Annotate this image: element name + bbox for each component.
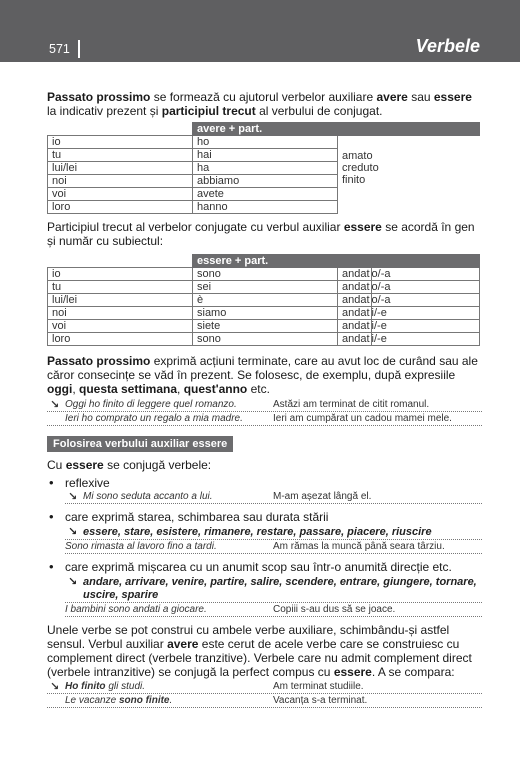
arrow-icon: ↘	[68, 576, 78, 588]
bullet-item: • reflexive	[49, 475, 110, 490]
example-row: Le vacanze sono finite. Vacanța s-a terminat.	[47, 694, 482, 708]
bullet-icon: •	[49, 559, 54, 574]
participle-cell: andat o/-a	[338, 294, 480, 307]
participle-list: amato creduto finito	[338, 149, 480, 188]
arrow-icon: ↘	[50, 399, 60, 411]
arrow-icon: ↘	[68, 491, 78, 503]
usage-paragraph: Passato prossimo exprimă acțiuni terminate, care au avut loc de curând sau ale căror consecințe se văd în prezent. Se folosesc, de exemplu, după expresiile oggi, questa settimana, quest'anno etc.	[47, 354, 478, 396]
pronoun-cell: io	[48, 136, 193, 149]
pronoun-cell: noi	[48, 307, 193, 320]
example-row: I bambini sono andati a giocare. Copiii s-au dus să se joace.	[65, 603, 482, 617]
section-intro: Cu essere se conjugă verbele:	[47, 458, 212, 472]
aux-cell: hai	[193, 149, 338, 162]
agreement-paragraph: Participiul trecut al verbelor conjugate cu verbul auxiliar essere se acordă în gen și număr cu subiectul:	[47, 220, 475, 248]
participle-cell: andat i/-e	[338, 307, 480, 320]
aux-cell: sono	[193, 268, 338, 281]
example-row: Sono rimasta al lavoro fino a tardi. Am rămas la muncă până seara târziu.	[65, 540, 482, 554]
bullet-icon: •	[49, 475, 54, 490]
page-content	[47, 90, 482, 708]
pronoun-cell: lui/lei	[48, 294, 193, 307]
table-header: essere + part.	[193, 255, 480, 268]
avere-conjugation-table	[47, 122, 480, 214]
bullet-icon: •	[49, 509, 54, 524]
example-row: ↘ Mi sono seduta accanto a lui. M-am așezat lângă el.	[65, 490, 482, 504]
pronoun-cell: lui/lei	[48, 162, 193, 175]
example-row: Ieri ho comprato un regalo a mia madre. Ieri am cumpărat un cadou mamei mele.	[47, 412, 482, 426]
aux-cell: ha	[193, 162, 338, 175]
verb-list: ↘ andare, arrivare, venire, partire, salire, scendere, entrare, giungere, tornare, uscire, sparire	[65, 576, 482, 603]
aux-cell: siete	[193, 320, 338, 333]
participle-cell: andat o/-a	[338, 281, 480, 294]
aux-cell: è	[193, 294, 338, 307]
aux-cell: sono	[193, 333, 338, 346]
closing-paragraph: Unele verbe se pot construi cu ambele verbe auxiliare, schimbându-și astfel sensul. Verbul auxiliar avere este cerut de acele verbe care se construiesc cu complement direct (verbele tranzitive). Verbele care nu admit complement direct (verbele intranzitive) se conjugă la perfect compus cu essere. A se compara:	[47, 623, 472, 679]
aux-cell: hanno	[193, 201, 338, 214]
pronoun-cell: voi	[48, 320, 193, 333]
bullet-item: • care exprimă starea, schimbarea sau durata stării	[49, 509, 329, 524]
pronoun-cell: noi	[48, 175, 193, 188]
example-row: ↘ Ho finito gli studi. Am terminat studiile.	[47, 680, 482, 694]
pronoun-cell: loro	[48, 333, 193, 346]
arrow-icon: ↘	[50, 681, 60, 693]
page-number: 571	[49, 42, 70, 56]
aux-cell: siamo	[193, 307, 338, 320]
participle-cell: andat i/-e	[338, 333, 480, 346]
essere-conjugation-table	[47, 254, 480, 346]
header-divider	[78, 40, 80, 58]
aux-cell: ho	[193, 136, 338, 149]
verb-list: ↘ essere, stare, esistere, rimanere, restare, passare, piacere, riuscire	[65, 526, 482, 540]
bullet-item: • care exprimă mișcarea cu un anumit scop sau într-o anumită direcție etc.	[49, 559, 452, 574]
pronoun-cell: voi	[48, 188, 193, 201]
example-row: ↘ Oggi ho finito di leggere quel romanzo. Astăzi am terminat de citit romanul.	[47, 398, 482, 412]
aux-cell: sei	[193, 281, 338, 294]
participle-cell: andat o/-a	[338, 268, 480, 281]
table-header: avere + part.	[193, 123, 480, 136]
aux-cell: avete	[193, 188, 338, 201]
aux-cell: abbiamo	[193, 175, 338, 188]
page-header	[0, 0, 520, 62]
pronoun-cell: loro	[48, 201, 193, 214]
pronoun-cell: io	[48, 268, 193, 281]
chapter-title: Verbele	[415, 36, 480, 56]
intro-paragraph: Passato prossimo se formează cu ajutorul verbelor auxiliare avere sau essere la indicativ prezent și participiul trecut al verbului de conjugat.	[47, 90, 472, 118]
pronoun-cell: tu	[48, 281, 193, 294]
pronoun-cell: tu	[48, 149, 193, 162]
participle-cell: andat i/-e	[338, 320, 480, 333]
arrow-icon: ↘	[68, 526, 78, 538]
section-heading: Folosirea verbului auxiliar essere	[47, 436, 233, 452]
